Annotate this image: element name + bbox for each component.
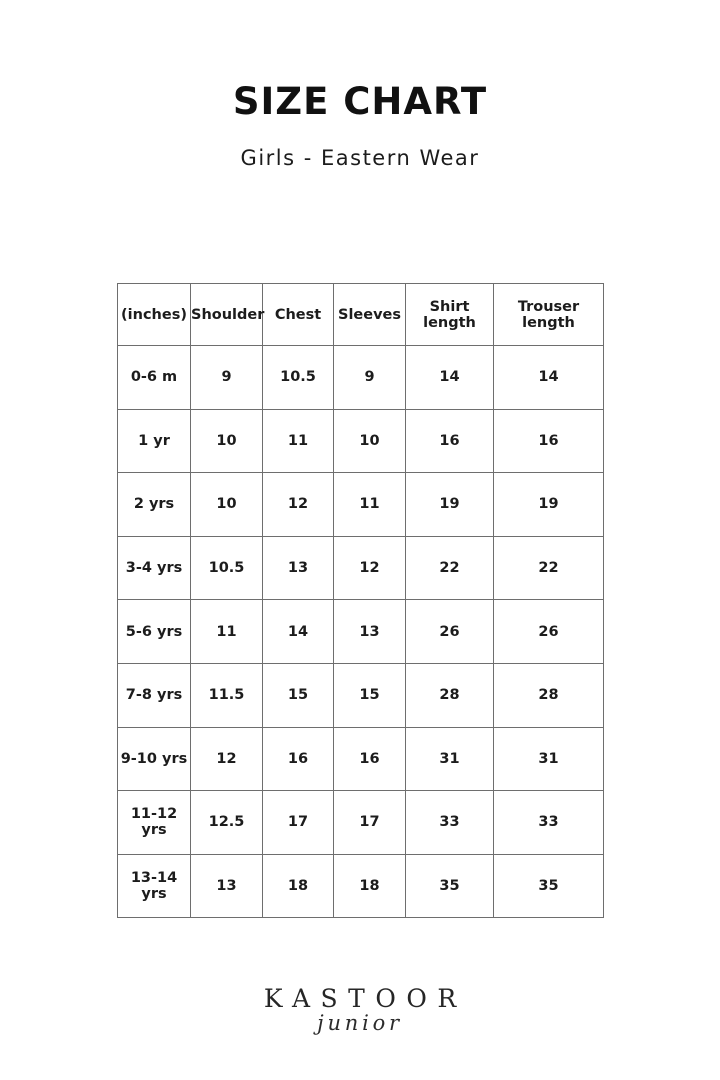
size-value-cell: 18	[263, 854, 334, 918]
size-value-cell: 19	[494, 473, 604, 537]
row-label: 5-6 yrs	[118, 600, 191, 664]
row-label: 11-12 yrs	[118, 791, 191, 855]
size-value-cell: 11.5	[191, 663, 263, 727]
size-value-cell: 15	[334, 663, 406, 727]
size-value-cell: 18	[334, 854, 406, 918]
size-value-cell: 13	[191, 854, 263, 918]
size-value-cell: 12.5	[191, 791, 263, 855]
size-value-cell: 11	[334, 473, 406, 537]
column-header: Shirt length	[406, 284, 494, 346]
size-table	[117, 283, 604, 918]
size-value-cell: 12	[334, 536, 406, 600]
column-header: (inches)	[118, 284, 191, 346]
brand-logo	[0, 984, 720, 1035]
size-value-cell: 31	[406, 727, 494, 791]
table-row	[118, 727, 604, 791]
size-value-cell: 28	[406, 663, 494, 727]
size-value-cell: 16	[494, 409, 604, 473]
column-header: Chest	[263, 284, 334, 346]
size-value-cell: 10.5	[263, 346, 334, 410]
size-value-cell: 10	[191, 409, 263, 473]
size-value-cell: 10	[334, 409, 406, 473]
brand-subname: junior	[317, 1011, 403, 1035]
size-value-cell: 13	[263, 536, 334, 600]
size-value-cell: 35	[406, 854, 494, 918]
row-label: 2 yrs	[118, 473, 191, 537]
size-value-cell: 15	[263, 663, 334, 727]
size-value-cell: 14	[406, 346, 494, 410]
row-label: 13-14 yrs	[118, 854, 191, 918]
table-row	[118, 663, 604, 727]
size-value-cell: 9	[334, 346, 406, 410]
size-value-cell: 28	[494, 663, 604, 727]
size-value-cell: 17	[334, 791, 406, 855]
size-value-cell: 16	[406, 409, 494, 473]
size-value-cell: 26	[494, 600, 604, 664]
size-value-cell: 14	[263, 600, 334, 664]
size-value-cell: 22	[406, 536, 494, 600]
row-label: 0-6 m	[118, 346, 191, 410]
size-value-cell: 19	[406, 473, 494, 537]
size-value-cell: 33	[494, 791, 604, 855]
size-value-cell: 12	[263, 473, 334, 537]
table-row	[118, 600, 604, 664]
table-row	[118, 473, 604, 537]
size-value-cell: 35	[494, 854, 604, 918]
size-value-cell: 10.5	[191, 536, 263, 600]
size-value-cell: 17	[263, 791, 334, 855]
table-row	[118, 854, 604, 918]
size-value-cell: 11	[191, 600, 263, 664]
table-row	[118, 791, 604, 855]
page-title: SIZE CHART	[232, 80, 488, 123]
size-value-cell: 31	[494, 727, 604, 791]
size-value-cell: 11	[263, 409, 334, 473]
size-value-cell: 22	[494, 536, 604, 600]
table-row	[118, 346, 604, 410]
size-value-cell: 14	[494, 346, 604, 410]
size-value-cell: 13	[334, 600, 406, 664]
brand-name: KASTOOR	[263, 984, 467, 1013]
row-label: 3-4 yrs	[118, 536, 191, 600]
page-subtitle: Girls - Eastern Wear	[240, 146, 480, 170]
column-header: Shoulder	[191, 284, 263, 346]
table-row	[118, 536, 604, 600]
size-value-cell: 33	[406, 791, 494, 855]
size-value-cell: 26	[406, 600, 494, 664]
size-value-cell: 16	[334, 727, 406, 791]
column-header: Sleeves	[334, 284, 406, 346]
size-value-cell: 9	[191, 346, 263, 410]
row-label: 9-10 yrs	[118, 727, 191, 791]
size-table-body	[118, 346, 604, 918]
row-label: 1 yr	[118, 409, 191, 473]
row-label: 7-8 yrs	[118, 663, 191, 727]
column-header: Trouser length	[494, 284, 604, 346]
size-table-header-row	[118, 284, 604, 346]
size-value-cell: 12	[191, 727, 263, 791]
table-row	[118, 409, 604, 473]
size-value-cell: 10	[191, 473, 263, 537]
size-value-cell: 16	[263, 727, 334, 791]
